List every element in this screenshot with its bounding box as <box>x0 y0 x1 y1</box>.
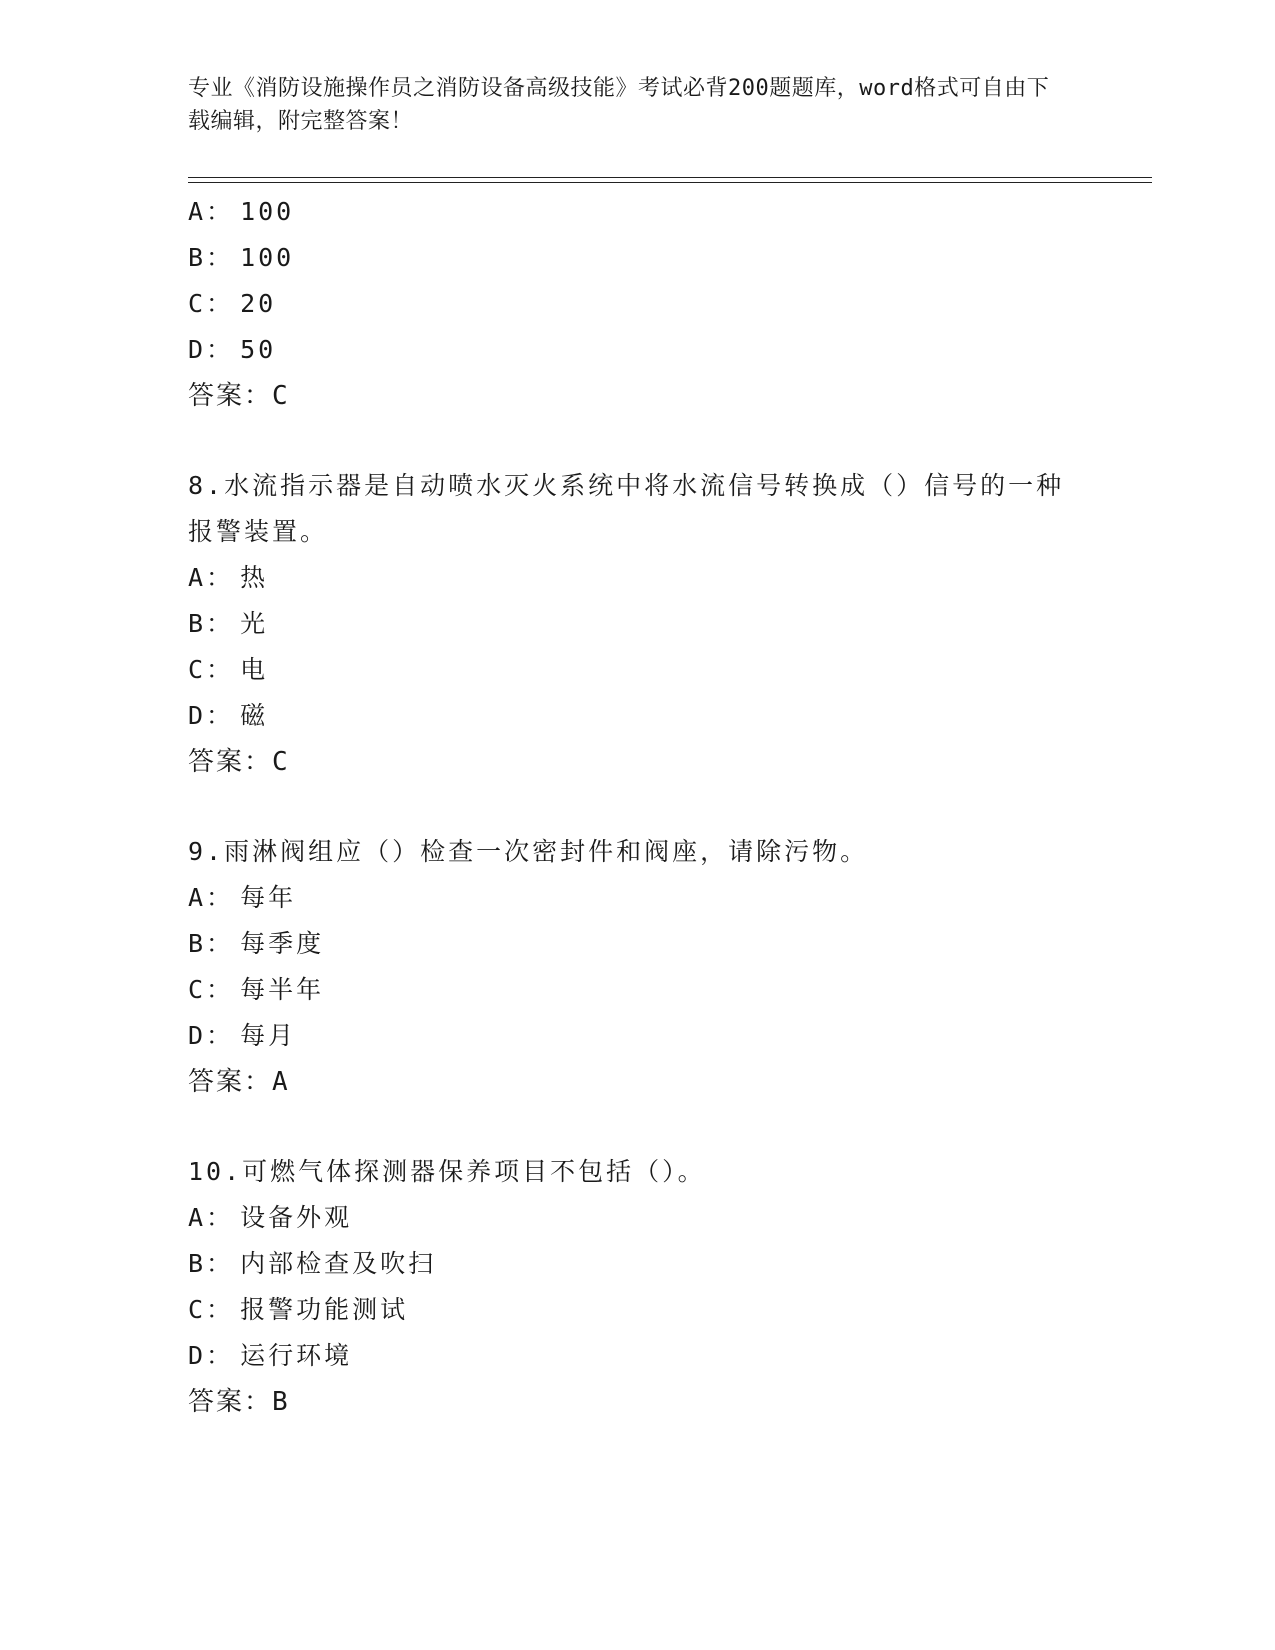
option-c <box>188 967 1088 1013</box>
spacer <box>188 419 1088 463</box>
option-text: 每季度 <box>240 929 325 958</box>
option-key: C： <box>188 655 235 684</box>
option-text: 100 <box>240 243 295 272</box>
option-key: B： <box>188 243 235 272</box>
option-text: 运行环境 <box>240 1341 353 1370</box>
option-key: C： <box>188 289 235 318</box>
option-a <box>188 189 1088 235</box>
option-text: 光 <box>240 609 269 638</box>
question-block-7 <box>188 189 1088 419</box>
option-c <box>188 1287 1088 1333</box>
question-stem: 9.雨淋阀组应（）检查一次密封件和阀座，请除污物。 <box>188 837 869 866</box>
spacer <box>188 785 1088 829</box>
option-text: 设备外观 <box>240 1203 353 1232</box>
option-b <box>188 235 1088 281</box>
option-text: 20 <box>240 289 277 318</box>
option-text: 50 <box>240 335 277 364</box>
answer-line: 答案：C <box>188 747 290 777</box>
option-a <box>188 875 1088 921</box>
option-text: 报警功能测试 <box>240 1295 409 1324</box>
option-b <box>188 1241 1088 1287</box>
option-text: 每半年 <box>240 975 325 1004</box>
option-d <box>188 327 1088 373</box>
option-key: A： <box>188 883 235 912</box>
option-key: B： <box>188 1249 235 1278</box>
option-b <box>188 921 1088 967</box>
header-rule-bottom <box>188 182 1152 183</box>
option-key: D： <box>188 701 235 730</box>
option-text: 磁 <box>240 701 269 730</box>
header-rule-top <box>188 177 1152 178</box>
question-list <box>188 189 1088 1425</box>
option-key: D： <box>188 1021 235 1050</box>
option-c <box>188 647 1088 693</box>
question-stem: 8.水流指示器是自动喷水灭火系统中将水流信号转换成（）信号的一种报警装置。 <box>188 471 1065 546</box>
option-a <box>188 555 1088 601</box>
option-key: A： <box>188 563 235 592</box>
question-block-10 <box>188 1149 1088 1425</box>
option-key: D： <box>188 1341 235 1370</box>
option-key: A： <box>188 1203 235 1232</box>
option-key: B： <box>188 929 235 958</box>
option-a <box>188 1195 1088 1241</box>
option-key: C： <box>188 975 235 1004</box>
option-text: 电 <box>240 655 269 684</box>
question-block-9 <box>188 829 1088 1105</box>
document-header: 专业《消防设施操作员之消防设备高级技能》考试必背200题题库，word格式可自由下载编辑，附完整答案！ <box>188 76 1050 134</box>
option-c <box>188 281 1088 327</box>
answer-line: 答案：B <box>188 1387 290 1417</box>
option-text: 热 <box>240 563 269 592</box>
answer-line: 答案：C <box>188 381 290 411</box>
option-key: A： <box>188 197 235 226</box>
option-key: D： <box>188 335 235 364</box>
question-block-8 <box>188 463 1088 785</box>
question-stem: 10.可燃气体探测器保养项目不包括（）。 <box>188 1157 706 1186</box>
spacer <box>188 1105 1088 1149</box>
option-text: 100 <box>240 197 295 226</box>
option-b <box>188 601 1088 647</box>
option-key: B： <box>188 609 235 638</box>
option-text: 每年 <box>240 883 297 912</box>
answer-line: 答案：A <box>188 1067 290 1097</box>
option-d <box>188 1013 1088 1059</box>
option-d <box>188 1333 1088 1379</box>
option-d <box>188 693 1088 739</box>
option-text: 每月 <box>240 1021 297 1050</box>
option-text: 内部检查及吹扫 <box>240 1249 437 1278</box>
option-key: C： <box>188 1295 235 1324</box>
